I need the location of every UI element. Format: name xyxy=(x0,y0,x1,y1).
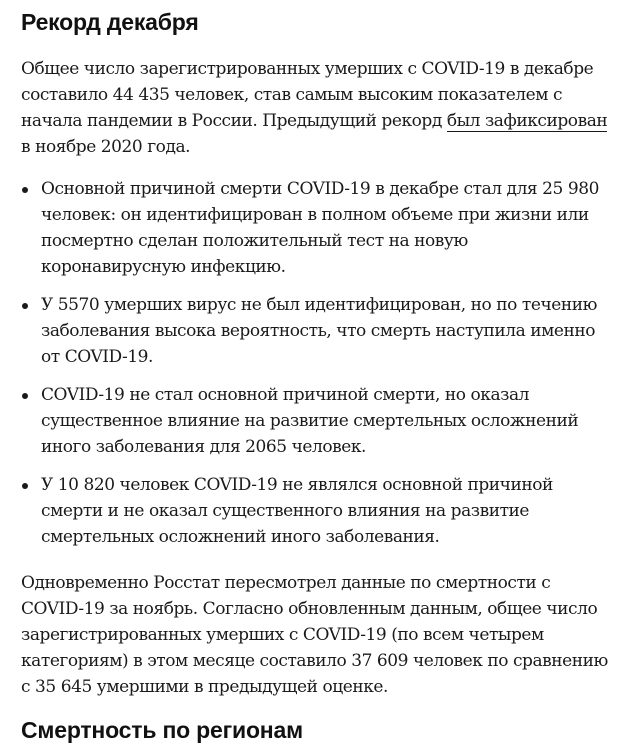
list-item xyxy=(21,176,613,280)
intro-paragraph xyxy=(21,56,613,160)
section-heading: Рекорд декабря xyxy=(21,9,199,35)
list-item-text: Основной причиной смерти COVID-19 в декабре стал для 25 980 человек: он идентифицирован в полном объеме при жизни или посмертно сделан положительный тест на новую коронавирусную инфекцию. xyxy=(41,179,599,277)
next-section-heading: Смертность по регионам xyxy=(21,717,303,743)
intro-text-before: Общее число зарегистрированных умерших с COVID-19 в декабре составило 44 435 человек, став самым высоким показателем с начала пандемии в России. Предыдущий рекорд xyxy=(21,59,594,131)
bullet-dot xyxy=(22,187,28,193)
list-item-text: COVID-19 не стал основной причиной смерти, но оказал существенное влияние на развитие смертельных осложнений иного заболевания для 2065 человек. xyxy=(41,385,579,457)
bullet-dot xyxy=(22,483,28,489)
list-item-text: У 5570 умерших вирус не был идентифицирован, но по течению заболевания высока вероятность, что смерть наступила именно от COVID-19. xyxy=(41,295,597,367)
list-item-text: У 10 820 человек COVID-19 не являлся основной причиной смерти и не оказал существенного влияния на развитие смертельных осложнений иного заболевания. xyxy=(41,475,553,547)
closing-paragraph: Одновременно Росстат пересмотрел данные по смертности с COVID-19 за ноябрь. Согласно обновленным данным, общее число зарегистрированных умерших с COVID-19 (по всем четырем категориям) в этом месяце составило 37 609 человек по сравнению с 35 645 умершими в предыдущей оценке. xyxy=(21,573,608,697)
bullet-dot xyxy=(22,393,28,399)
list-item xyxy=(21,292,613,370)
list-item xyxy=(21,472,613,550)
bullet-dot xyxy=(22,303,28,309)
list-item xyxy=(21,382,613,460)
record-source-link[interactable]: был зафиксирован xyxy=(446,111,608,131)
death-categories-list xyxy=(21,176,613,550)
article-body xyxy=(21,0,613,744)
intro-text-after: в ноябре 2020 года. xyxy=(21,137,191,157)
